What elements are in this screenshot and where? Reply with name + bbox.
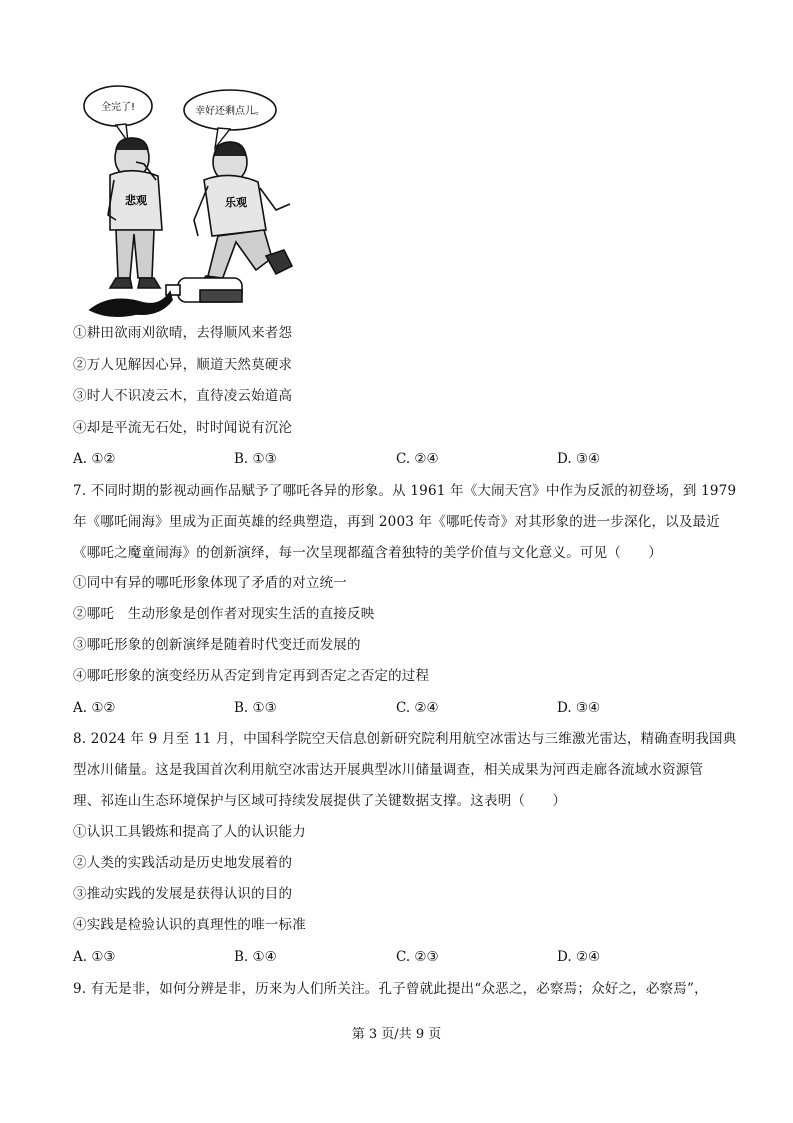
q8-stem-line-3: 理、祁连山生态环境保护与区域可持续发展提供了关键数据支撑。这表明（ ） <box>73 793 567 809</box>
q7-option-a: A. ①② <box>73 700 116 716</box>
q9-stem-line-1: 9. 有无是非，如何分辨是非，历来为人们所关注。孔子曾就此提出“众恶之，必察焉；众好之，必察焉”， <box>73 981 708 997</box>
q7-item-2: ②哪吒 生动形象是创作者对现实生活的直接反映 <box>73 606 375 622</box>
q7-stem-line-3: 《哪吒之魔童闹海》的创新演绎，每一次呈现都蕴含着独特的美学价值与文化意义。可见（ ） <box>73 545 663 561</box>
q8-item-1: ①认识工具锻炼和提高了人的认识能力 <box>73 824 306 840</box>
q7-item-3: ③哪吒形象的创新演绎是随着时代变迁而发展的 <box>73 637 361 653</box>
right-bubble-text: 幸好还剩点儿。 <box>195 106 265 117</box>
q8-option-d: D. ②④ <box>557 949 601 965</box>
q6-item-1: ①耕田欲雨刈欲晴，去得顺风来者怨 <box>73 325 293 341</box>
q8-stem-line-1: 8. 2024 年 9 月至 11 月，中国科学院空天信息创新研究院利用航空冰雷达与三维激光雷达，精确查明我国典 <box>73 731 737 747</box>
q7-stem-line-2: 年《哪吒闹海》里成为正面英雄的经典塑造，再到 2003 年《哪吒传奇》对其形象的进一步深化，以及最近 <box>73 514 720 530</box>
q8-stem-line-2: 型冰川储量。这是我国首次利用航空冰雷达开展典型冰川储量调查，相关成果为河西走廊各流域水资源管 <box>73 762 704 778</box>
q8-item-4: ④实践是检验认识的真理性的唯一标准 <box>73 917 306 933</box>
q7-option-d: D. ③④ <box>557 700 601 716</box>
q6-option-a: A. ①② <box>73 451 116 467</box>
pessimist-shirt-label: 悲观 <box>125 194 147 207</box>
q8-option-c: C. ②③ <box>396 949 439 965</box>
pessimist-figure <box>108 138 162 288</box>
q6-option-d: D. ③④ <box>557 451 601 467</box>
q8-item-3: ③推动实践的发展是获得认识的目的 <box>73 886 293 902</box>
q8-option-b: B. ①④ <box>234 949 277 965</box>
optimist-shirt-label: 乐观 <box>225 196 247 209</box>
cartoon-pessimist-optimist <box>80 80 310 320</box>
q7-item-4: ④哪吒形象的演变经历从否定到肯定再到否定之否定的过程 <box>73 668 430 684</box>
q6-item-4: ④却是平流无石处，时时闻说有沉沦 <box>73 420 293 436</box>
q6-item-2: ②万人见解因心异，顺道天然莫硬求 <box>73 357 293 373</box>
q7-option-c: C. ②④ <box>396 700 439 716</box>
q8-option-a: A. ①③ <box>73 949 116 965</box>
q6-option-b: B. ①③ <box>234 451 277 467</box>
page-number-footer: 第 3 页/共 9 页 <box>351 1027 442 1042</box>
q7-stem-line-1: 7. 不同时期的影视动画作品赋予了哪吒各异的形象。从 1961 年《大闹天宫》中作为反派的初登场，到 1979 <box>73 483 737 499</box>
q8-item-2: ②人类的实践活动是历史地发展着的 <box>73 855 293 871</box>
optimist-figure <box>194 142 292 286</box>
q7-item-1: ①同中有异的哪吒形象体现了矛盾的对立统一 <box>73 575 347 591</box>
q7-option-b: B. ①③ <box>234 700 277 716</box>
q6-option-c: C. ②④ <box>396 451 439 467</box>
left-bubble-text: 全完了! <box>100 102 136 113</box>
q6-item-3: ③时人不识凌云木，直待凌云始道高 <box>73 388 293 404</box>
